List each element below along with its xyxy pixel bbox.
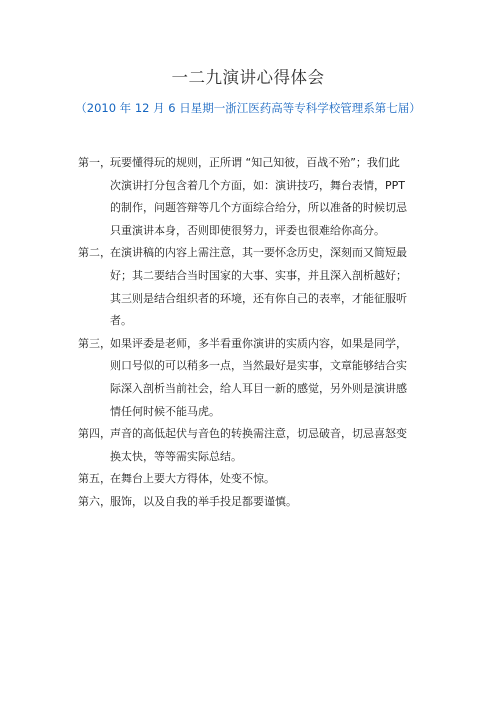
tip-label: 第一， [78,156,111,169]
document-subtitle: （2010 年 12 月 6 日星期一浙江医药高等专科学校管理系第七届） [75,101,421,115]
tip-line: 换太快，等等需实际总结。 [110,449,242,463]
tip-line: 玩要懂得玩的规则，正所谓 “知己知彼，百战不殆”；我们此 [110,156,400,169]
tip-line: 声音的高低起伏与音色的转换需注意，切忌破音，切忌喜怒变 [110,427,407,441]
tip-item-2 [78,242,428,332]
tip-line: 其三则是结合组织者的环境，还有你自己的表率，才能征服听 [110,291,407,305]
tip-line: 情任何时候不能马虎。 [110,404,220,418]
tip-line: 如果评委是老师，多半看重你演讲的实质内容，如果是同学， [110,336,407,350]
tips-list [78,152,428,514]
tip-item-1 [78,152,428,242]
tip-line: 只重演讲本身，否则即使很努力，评委也很难给你高分。 [110,223,385,237]
tip-line: 在舞台上要大方得体，处变不惊。 [110,472,275,486]
tip-label: 第五， [78,472,111,486]
tip-line: 好；其二要结合当时国家的大事、实事，并且深入剖析越好； [110,268,407,282]
tip-line: 则口号似的可以稍多一点，当然最好是实事，文章能够结合实 [110,359,407,373]
tip-label: 第四， [78,427,111,441]
document-title: 一二九演讲心得体会 [171,68,325,87]
tip-item-5 [78,468,428,491]
tip-line: 次演讲打分包含着几个方面，如：演讲技巧，舞台表情，PPT [110,178,405,192]
tip-line: 者。 [110,314,132,328]
tip-item-4 [78,423,428,468]
tip-label: 第二， [78,246,111,260]
tip-line: 在演讲稿的内容上需注意，其一要怀念历史，深刻而又简短最 [110,246,407,260]
tip-item-3 [78,333,428,423]
tip-item-6 [78,491,428,514]
tip-line: 服饰，以及自我的举手投足都要谨慎。 [110,494,297,508]
tip-label: 第三， [78,336,111,350]
tip-line: 的制作，问题答辩等几个方面综合给分，所以准备的时候切忌 [110,201,407,215]
tip-line: 际深入剖析当前社会，给人耳目一新的感觉，另外则是演讲感 [110,381,407,395]
tip-label: 第六， [78,494,111,508]
